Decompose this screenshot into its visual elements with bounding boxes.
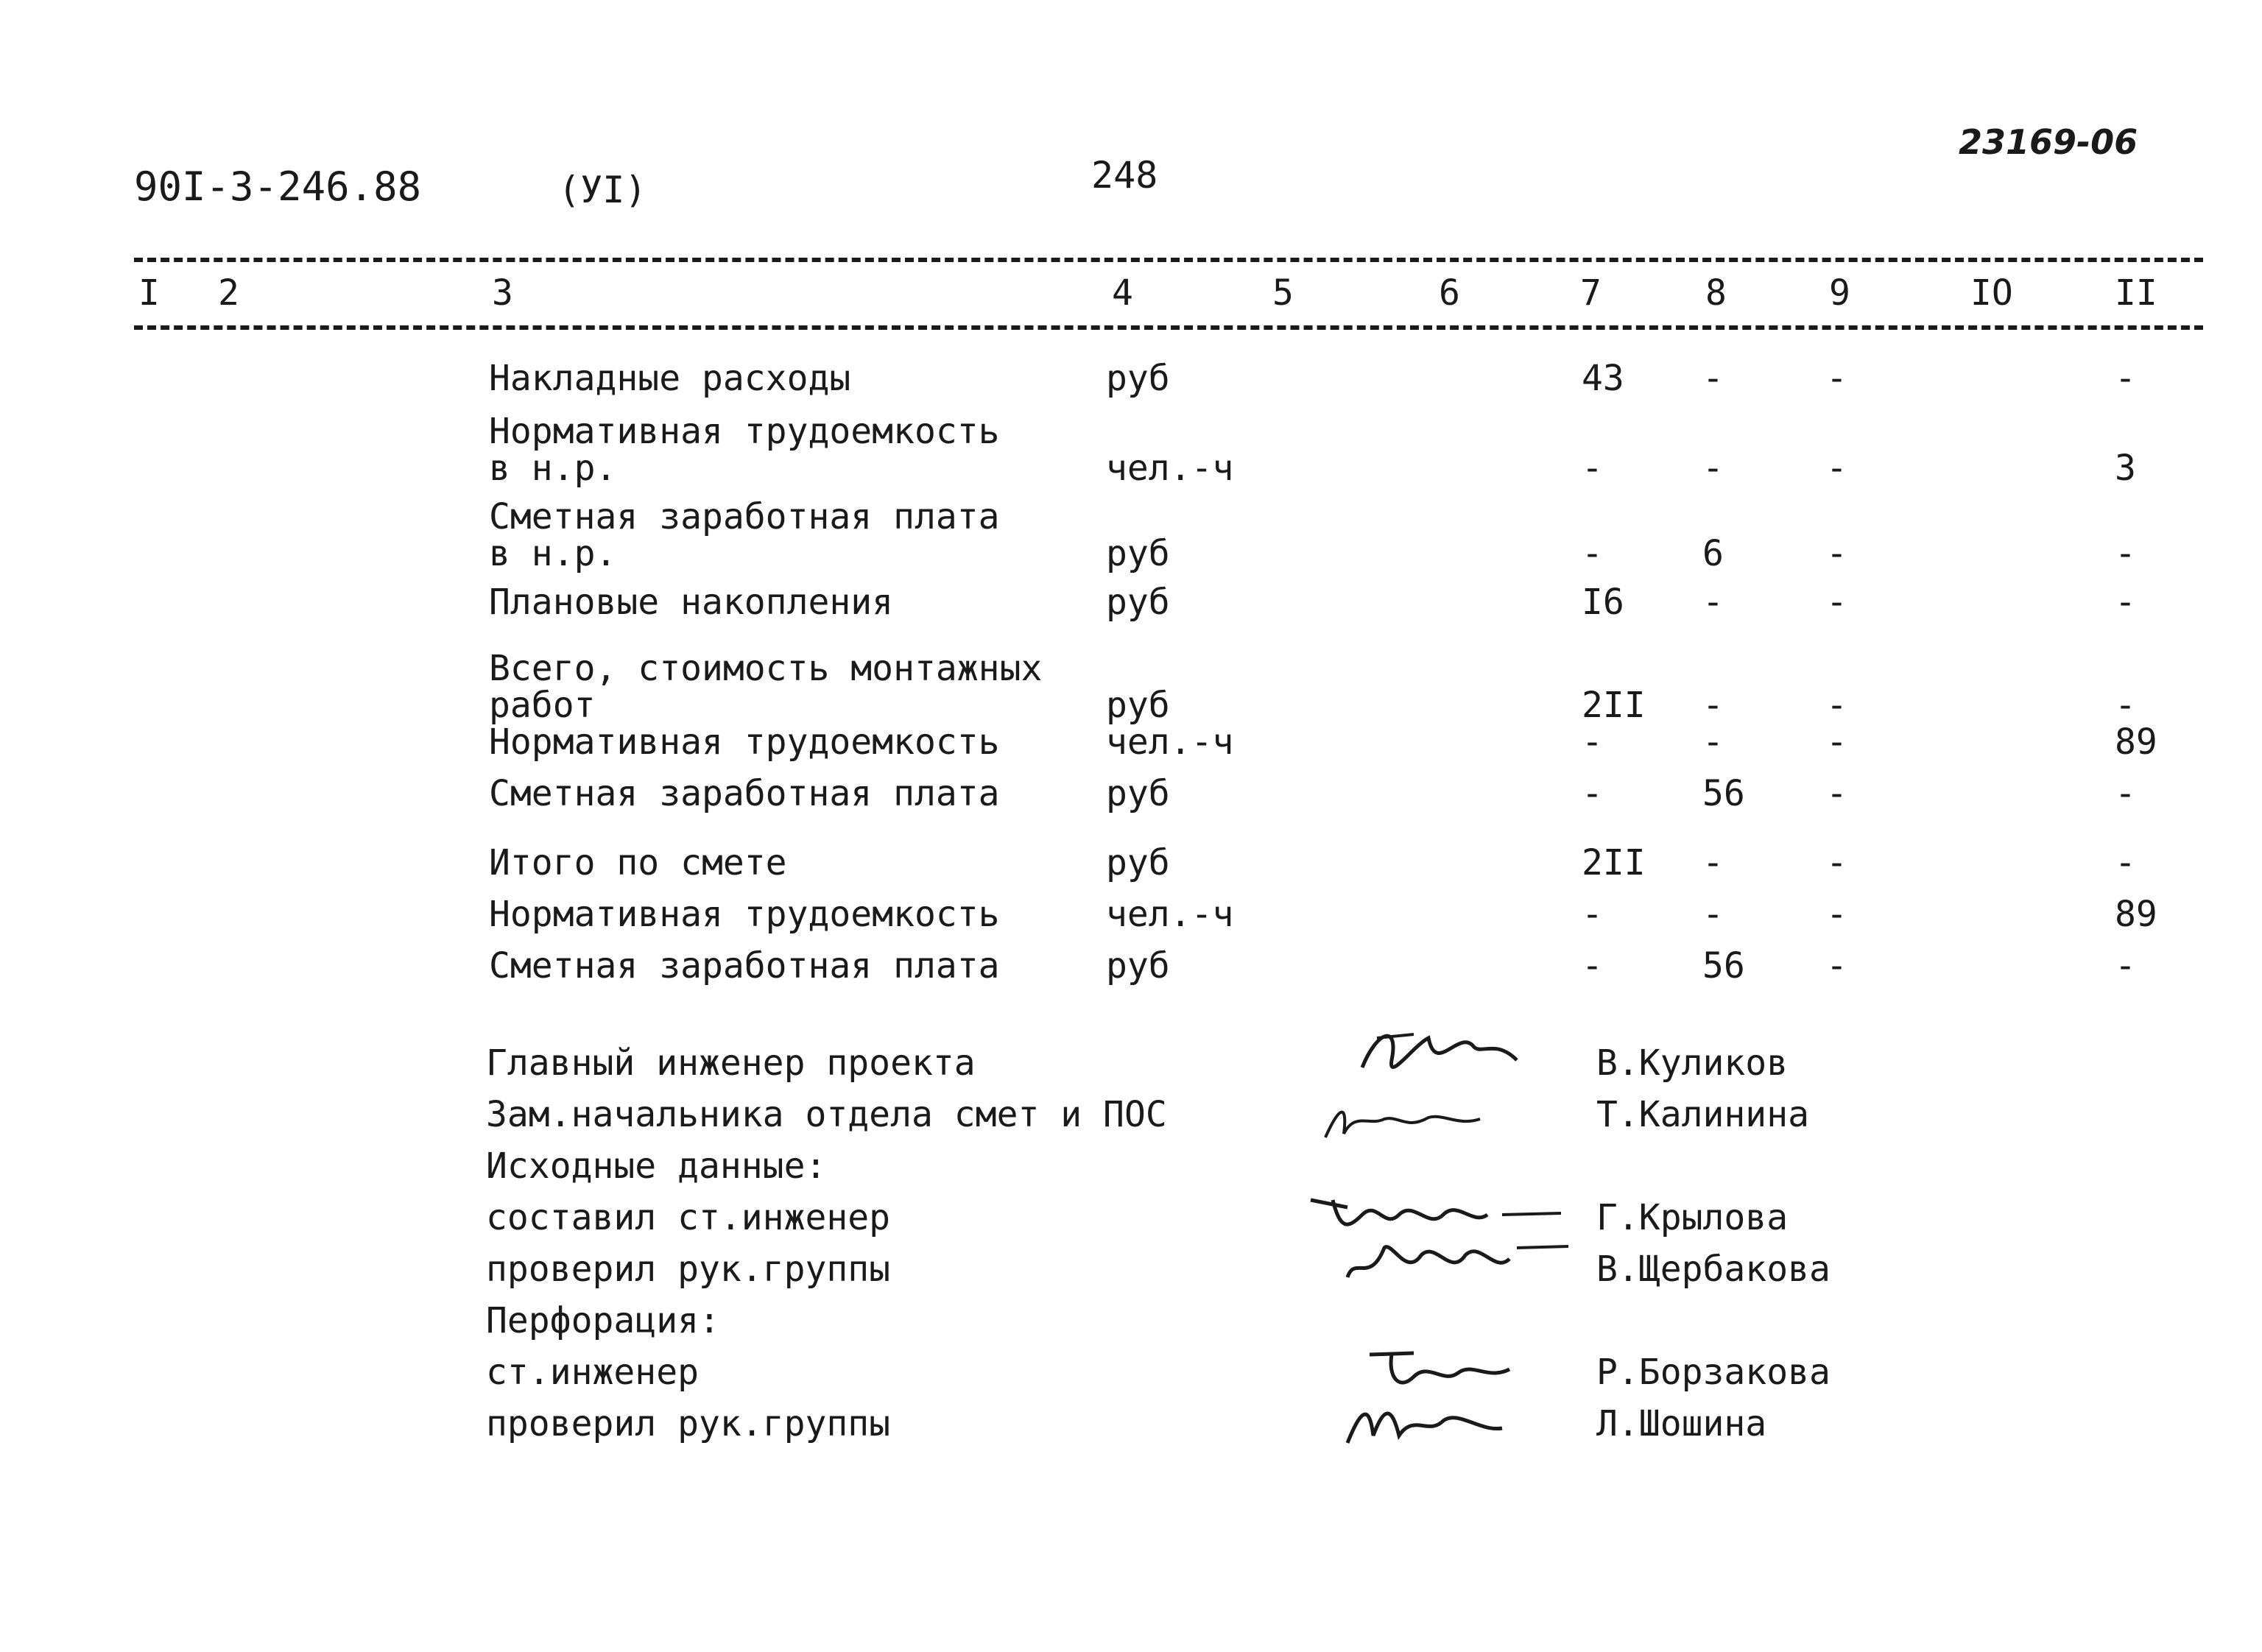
signature-role: Зам.начальника отдела смет и ПОС [486,1094,1167,1135]
row-col9-value: - [1826,533,1847,574]
row-col11-value: - [2115,533,2136,574]
column-header-2: 2 [218,272,239,314]
signature-role: Перфорация: [486,1300,720,1341]
row-col9-value: - [1826,685,1847,726]
signature-role: ст.инженер [486,1352,699,1393]
row-col7-value: 2II [1582,842,1646,883]
row-col11-value: - [2115,945,2136,986]
signature-name: Т.Калинина [1596,1094,1809,1135]
row-label: Сметная заработная плата [489,773,1000,814]
column-header-4: 4 [1112,272,1133,314]
row-col11-value: - [2115,773,2136,814]
row-col11-value: 3 [2115,448,2136,489]
row-col8-value: - [1702,582,1724,623]
row-col8-value: - [1702,842,1724,883]
row-col7-value: - [1582,773,1603,814]
row-col7-value: - [1582,894,1603,935]
signature-name: Л.Шошина [1596,1403,1767,1444]
column-header-1: I [138,272,160,314]
row-unit: чел.-ч [1106,448,1234,489]
signature-role: Исходные данные: [486,1146,827,1187]
row-unit: чел.-ч [1106,894,1234,935]
row-unit: руб [1106,358,1170,399]
row-col9-value: - [1826,448,1847,489]
row-col11-value: - [2115,582,2136,623]
row-col11-value: 89 [2115,894,2157,935]
row-col11-value: - [2115,358,2136,399]
column-header-7: 7 [1580,272,1602,314]
row-col7-value: - [1582,533,1603,574]
row-label: Нормативная трудоемкость [489,721,1000,763]
row-col9-value: - [1826,582,1847,623]
row-label: в н.р. [489,533,617,574]
section-number: (УI) [558,169,647,211]
row-col8-value: - [1702,448,1724,489]
signature-name: В.Щербакова [1596,1249,1831,1290]
signature-name: Г.Крылова [1596,1197,1789,1238]
row-col9-value: - [1826,721,1847,763]
row-col8-value: - [1702,721,1724,763]
signature-borzakova [1362,1340,1524,1399]
row-col8-value: - [1702,685,1724,726]
document-code: 90I-3-246.88 [134,163,422,210]
row-unit: руб [1106,582,1170,623]
row-col8-value: 6 [1702,533,1724,574]
row-col9-value: - [1826,358,1847,399]
row-label: Сметная заработная плата [489,945,1000,986]
row-label: Итого по смете [489,842,787,883]
signature-kulikov [1347,1016,1532,1097]
row-unit: руб [1106,685,1170,726]
row-label: Нормативная трудоемкость [489,411,1000,452]
column-header-5: 5 [1272,272,1294,314]
row-col8-value: 56 [1702,945,1745,986]
row-col9-value: - [1826,842,1847,883]
row-col7-value: I6 [1582,582,1624,623]
row-label: Накладные расходы [489,358,851,399]
row-col9-value: - [1826,773,1847,814]
signature-shoshina [1340,1391,1517,1458]
signature-role: проверил рук.группы [486,1249,891,1290]
signature-name: Р.Борзакова [1596,1352,1831,1393]
row-col11-value: - [2115,842,2136,883]
signature-name: В.Куликов [1596,1042,1789,1084]
signature-shcherbakova [1340,1226,1576,1292]
page-number: 248 [1091,154,1158,197]
signature-kalinina [1318,1097,1509,1148]
archive-number: 23169-06 [1959,122,2138,162]
column-header-9: 9 [1829,272,1850,314]
row-col9-value: - [1826,945,1847,986]
column-header-3: 3 [492,272,513,314]
row-unit: чел.-ч [1106,721,1234,763]
row-col8-value: - [1702,894,1724,935]
column-header-6: 6 [1439,272,1460,314]
row-col7-value: - [1582,448,1603,489]
row-label: работ [489,685,596,726]
row-col9-value: - [1826,894,1847,935]
row-col7-value: - [1582,945,1603,986]
row-col8-value: - [1702,358,1724,399]
header-rule-bottom [134,325,2203,330]
row-label: Всего, стоимость монтажных [489,648,1043,689]
row-col11-value: 89 [2115,721,2157,763]
signature-role: составил ст.инженер [486,1197,891,1238]
row-col8-value: 56 [1702,773,1745,814]
row-unit: руб [1106,842,1170,883]
column-header-10: IO [1970,272,2013,314]
row-col11-value: - [2115,685,2136,726]
row-col7-value: 2II [1582,685,1646,726]
row-col7-value: - [1582,721,1603,763]
signature-role: Главный инженер проекта [486,1042,976,1084]
row-col7-value: 43 [1582,358,1624,399]
header-rule-top [134,258,2203,262]
row-unit: руб [1106,533,1170,574]
signature-role: проверил рук.группы [486,1403,891,1444]
row-unit: руб [1106,945,1170,986]
row-label: Нормативная трудоемкость [489,894,1000,935]
row-unit: руб [1106,773,1170,814]
row-label: Плановые накопления [489,582,894,623]
row-label: в н.р. [489,448,617,489]
column-header-8: 8 [1705,272,1727,314]
row-label: Сметная заработная плата [489,496,1000,537]
column-header-11: II [2115,272,2157,314]
